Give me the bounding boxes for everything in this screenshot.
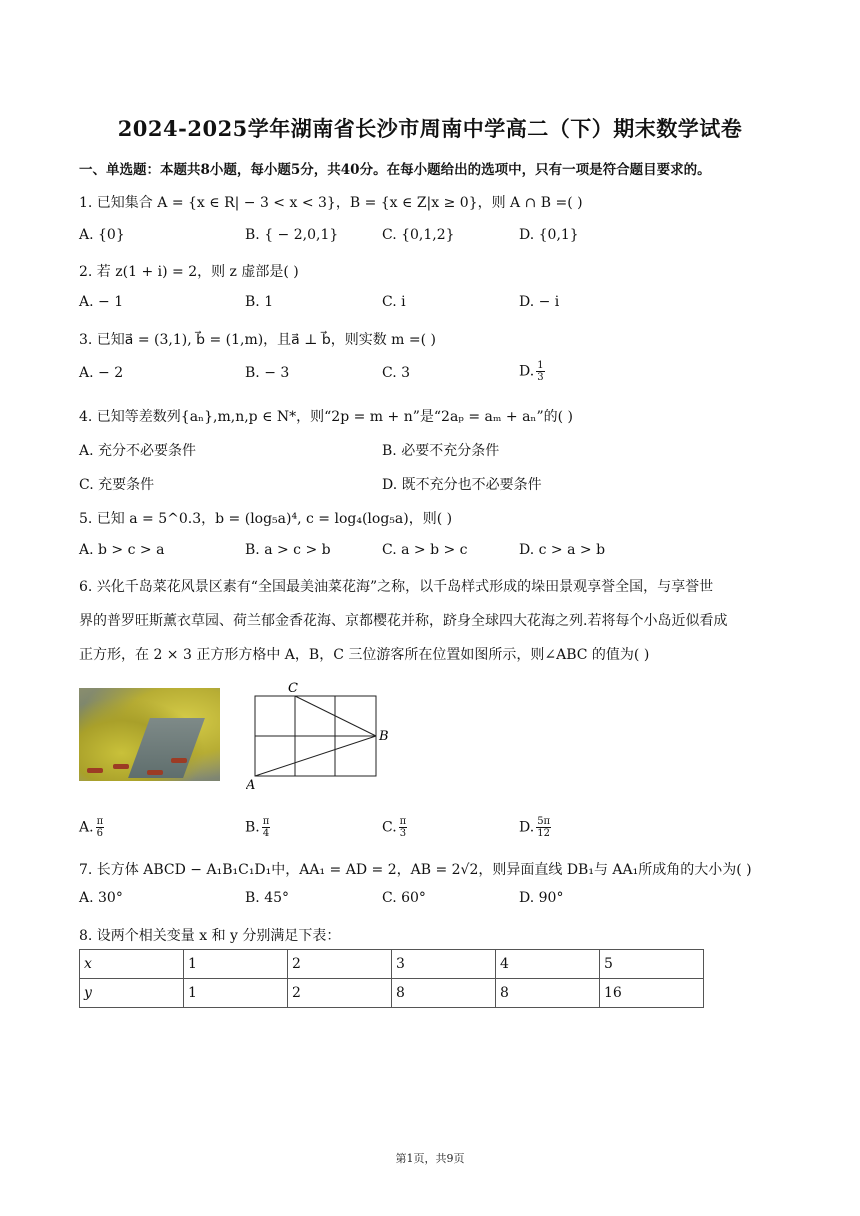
q4-option-a: A. 充分不必要条件 [79, 443, 197, 459]
question-3-stem: 3. 已知a⃗ = (3,1), b⃗ = (1,m)，且a⃗ ⊥ b⃗，则实数 m =( ) [79, 332, 436, 348]
q4-option-c: C. 充要条件 [79, 477, 155, 493]
fraction-numerator: π [399, 816, 407, 827]
q2-option-c: C. i [382, 294, 406, 310]
q7-option-a: A. 30° [79, 890, 123, 906]
photo-waterway [128, 718, 205, 778]
q6-option-a-fraction [96, 816, 105, 839]
q1-option-b: B. { − 2,0,1} [245, 227, 339, 243]
q3-option-d [519, 360, 545, 383]
page-footer: 第1页，共9页 [395, 1152, 465, 1165]
question-1-stem: 1. 已知集合 A = {x ∈ R| − 3 < x < 3}，B = {x ∈ Z|x ≥ 0}，则 A ∩ B =( ) [79, 195, 583, 211]
photo-boat [171, 758, 187, 763]
q4-option-d: D. 既不充分也不必要条件 [382, 477, 542, 493]
fraction-numerator: π [96, 816, 104, 827]
q2-option-a: A. − 1 [79, 294, 124, 310]
fraction-denominator: 3 [537, 372, 544, 383]
page-title: 2024-2025学年湖南省长沙市周南中学高二（下）期末数学试卷 [117, 116, 743, 141]
q6-option-b-fraction [262, 816, 271, 839]
fraction-denominator: 4 [262, 828, 270, 839]
q6-option-d-fraction [536, 816, 551, 839]
table-cell: 5 [600, 950, 704, 979]
table-cell: x [80, 950, 184, 979]
table-row [80, 950, 704, 979]
section-heading: 一、单选题：本题共8小题，每小题5分，共40分。在每小题给出的选项中，只有一项是符合题目要求的。 [79, 162, 711, 178]
q3-option-a: A. − 2 [79, 365, 124, 381]
q7-option-c: C. 60° [382, 890, 426, 906]
q5-option-b: B. a > c > b [245, 542, 331, 558]
table-cell: y [80, 979, 184, 1008]
data-table [79, 949, 704, 1008]
question-6-stem-line-2: 界的普罗旺斯薰衣草园、荷兰郁金香花海、京都樱花并称，跻身全球四大花海之列.若将每个小岛近似看成 [79, 613, 728, 629]
question-6-stem-line-1: 6. 兴化千岛菜花风景区素有“全国最美油菜花海”之称，以千岛样式形成的垛田景观享誉全国，与享誉世 [79, 579, 714, 595]
table-cell: 4 [496, 950, 600, 979]
segment-ab [255, 736, 376, 776]
q7-option-d: D. 90° [519, 890, 564, 906]
photo-boat [147, 770, 163, 775]
q5-option-a: A. b > c > a [79, 542, 165, 558]
point-b-label: B [379, 729, 389, 744]
table-cell: 2 [288, 950, 392, 979]
table-cell: 2 [288, 979, 392, 1008]
q6-option-a-label: A. [79, 819, 94, 836]
q6-option-a [79, 816, 104, 839]
rapeseed-field-photo [79, 688, 220, 781]
q2-option-b: B. 1 [245, 294, 274, 310]
q6-option-b [245, 816, 270, 839]
grid-figure [246, 680, 396, 792]
question-5-stem: 5. 已知 a = 5^0.3，b = (log₅a)⁴, c = log₄(log₅a)，则( ) [79, 511, 453, 527]
fraction-numerator: π [262, 816, 270, 827]
question-7-stem: 7. 长方体 ABCD − A₁B₁C₁D₁中，AA₁ = AD = 2，AB = 2√2，则异面直线 DB₁与 AA₁所成角的大小为( ) [79, 862, 752, 878]
table-cell: 8 [496, 979, 600, 1008]
q6-option-c-fraction [399, 816, 408, 839]
q7-option-b: B. 45° [245, 890, 290, 906]
table-row [80, 979, 704, 1008]
question-6-stem-line-3: 正方形，在 2 × 3 正方形方格中 A，B，C 三位游客所在位置如图所示，则∠ABC 的值为( ) [79, 647, 650, 663]
q1-option-c: C. {0,1,2} [382, 227, 455, 243]
q3-option-d-fraction [536, 360, 544, 383]
q3-option-d-label: D. [519, 363, 535, 380]
fraction-denominator: 12 [537, 828, 551, 839]
question-4-stem: 4. 已知等差数列{aₙ},m,n,p ∈ N*，则“2p = m + n”是“2aₚ = aₘ + aₙ”的( ) [79, 409, 574, 425]
table-cell: 8 [392, 979, 496, 1008]
table-cell: 1 [184, 950, 288, 979]
q6-option-d [519, 816, 551, 839]
q6-option-b-label: B. [245, 819, 260, 836]
fraction-denominator: 3 [399, 828, 407, 839]
q6-option-c-label: C. [382, 819, 397, 836]
point-a-label: A [246, 778, 256, 792]
q1-option-d: D. {0,1} [519, 227, 579, 243]
fraction-numerator: 5π [537, 816, 551, 827]
point-c-label: C [288, 681, 298, 696]
q6-option-d-label: D. [519, 819, 535, 836]
table-cell: 3 [392, 950, 496, 979]
q3-option-b: B. − 3 [245, 365, 290, 381]
table-cell: 16 [600, 979, 704, 1008]
q4-option-b: B. 必要不充分条件 [382, 443, 500, 459]
photo-boat [87, 768, 103, 773]
question-2-stem: 2. 若 z(1 + i) = 2，则 z 虚部是( ) [79, 264, 299, 280]
q3-option-c: C. 3 [382, 365, 411, 381]
q2-option-d: D. − i [519, 294, 560, 310]
table-cell: 1 [184, 979, 288, 1008]
fraction-numerator: 1 [537, 360, 544, 371]
q5-option-d: D. c > a > b [519, 542, 606, 558]
fraction-denominator: 6 [96, 828, 104, 839]
q1-option-a: A. {0} [79, 227, 125, 243]
question-8-stem: 8. 设两个相关变量 x 和 y 分别满足下表： [79, 928, 341, 944]
q5-option-c: C. a > b > c [382, 542, 468, 558]
photo-boat [113, 764, 129, 769]
q6-option-c [382, 816, 407, 839]
